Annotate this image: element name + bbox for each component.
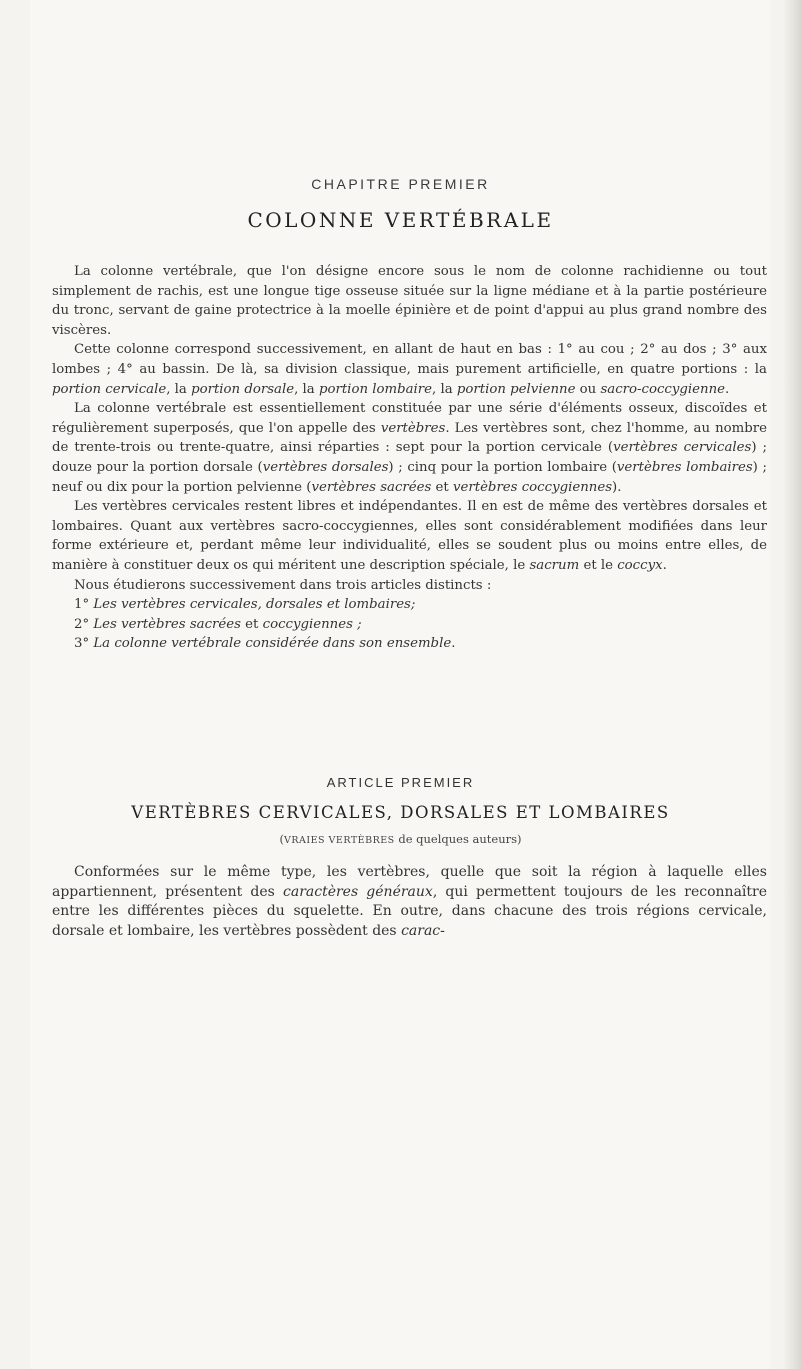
article-title: VERTÈBRES CERVICALES, DORSALES ET LOMBAIRES <box>131 803 670 822</box>
paragraph-4: Les vertèbres cervicales restent libres et indépendantes. Il en est de même des vertèbres dorsales et lombaires. Quant aux vertèbres sacro-coccygiennes, elles sont considérablement modifiées dans leur forme extérieure et, perdant même leur individualité, elles se soudent plus ou moins entre elles, de manière à constituer deux os qui méritent une description spéciale, le sacrum et le coccyx. <box>52 499 767 573</box>
paragraph-6: Conformées sur le même type, les vertèbres, quelle que soit la région à laquelle elles appartiennent, présentent des caractères généraux, qui permettent toujours de les reconnaître entre les différentes pièces du squelette. En outre, dans chacune des trois régions cervicale, dorsale et lombaire, les vertèbres possèdent des carac- <box>52 864 767 939</box>
paragraph-3: La colonne vertébrale est essentiellement constituée par une série d'éléments osseux, discoïdes et régulièrement superposés, que l'on appelle des vertèbres. Les vertèbres sont, chez l'homme, au nombre de trente-trois ou trente-quatre, ainsi réparties : sept pour la portion cervicale (vertèbres cervicales) ; douze pour la portion dorsale (vertèbres dorsales) ; cinq pour la portion lombaire (vertèbres lombaires) ; neuf ou dix pour la portion pelvienne (vertèbres sacrées et vertèbres coccygiennes). <box>52 401 767 495</box>
chapter-title: COLONNE VERTÉBRALE <box>247 208 554 232</box>
chapter-heading: CHAPITRE PREMIER <box>311 176 490 192</box>
article-subtitle: (VRAIES VERTÈBRES de quelques auteurs) <box>279 832 522 846</box>
article-heading: ARTICLE PREMIER <box>326 775 475 790</box>
list-item-3: 3° La colonne vertébrale considérée dans son ensemble. <box>74 636 456 652</box>
body-text <box>52 262 767 654</box>
paragraph-5: Nous étudierons successivement dans trois articles distincts : <box>74 577 492 593</box>
body-text-2 <box>52 863 767 941</box>
list-item-2: 2° Les vertèbres sacrées et coccygiennes ; <box>74 616 362 632</box>
page <box>30 0 771 1369</box>
list-item-1: 1° Les vertèbres cervicales, dorsales et lombaires; <box>74 597 416 613</box>
page-edge-shadow <box>783 0 801 1369</box>
paragraph-2: Cette colonne correspond successivement, en allant de haut en bas : 1° au cou ; 2° au dos ; 3° aux lombes ; 4° au bassin. De là, sa division classique, mais purement artificielle, en quatre portions : la portion cervicale, la portion dorsale, la portion lombaire, la portion pelvienne ou sacro-coccygienne. <box>52 342 767 397</box>
paragraph-1: La colonne vertébrale, que l'on désigne encore sous le nom de colonne rachidienne ou tout simplement de rachis, est une longue tige osseuse située sur la ligne médiane et à la partie postérieure du tronc, servant de gaine protectrice à la moelle épinière et de point d'appui au plus grand nombre des viscères. <box>52 264 767 338</box>
